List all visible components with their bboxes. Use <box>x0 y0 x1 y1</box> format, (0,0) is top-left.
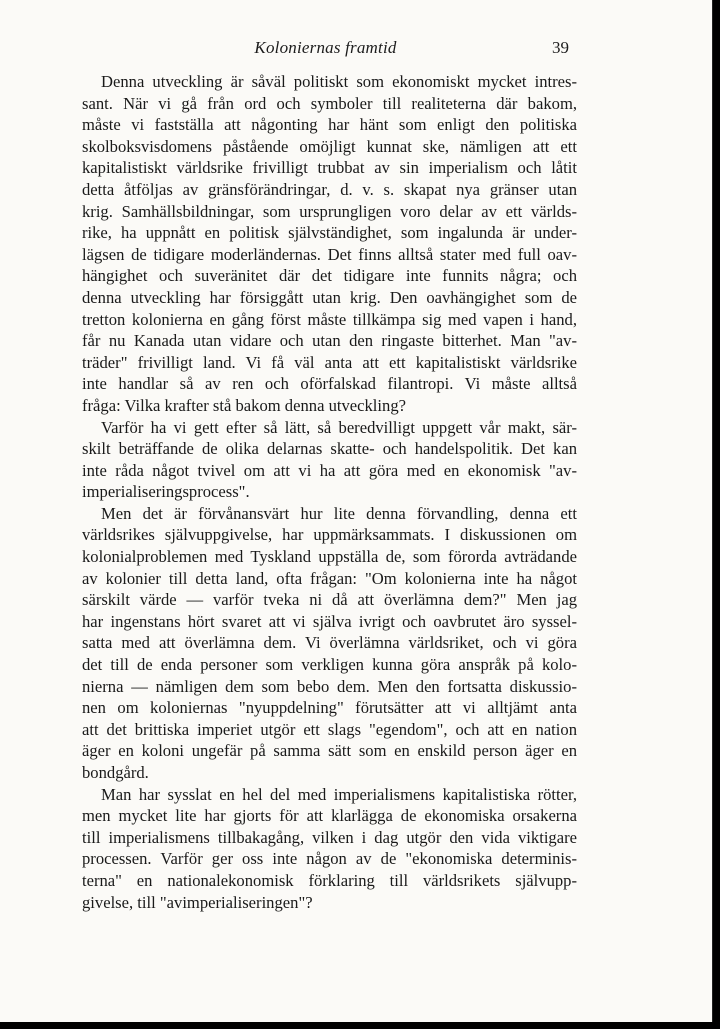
text-line: Man har sysslat en hel del med imperialismens kapitalistiska rötter, <box>101 784 577 804</box>
paragraph <box>82 417 577 503</box>
text-line: Men det är förvånansvärt hur lite denna förvandling, denna ett <box>101 503 577 523</box>
text-line: krig. Samhällsbildningar, som ursprungligen voro delar av ett världs- <box>82 201 577 221</box>
text-line: men mycket lite har gjorts för att klarlägga de ekonomiska orsakerna <box>82 806 577 826</box>
text-line: sant. När vi gå från ord och symboler till realiteterna där bakom, <box>82 93 577 113</box>
text-line: det till de enda personer som verkligen kunna göra anspråk på kolo- <box>82 655 577 675</box>
text-line: givelse, till "avimperialiseringen"? <box>82 892 313 912</box>
text-line: att det brittiska imperiet utgör ett slags "egendom", och att en nation <box>82 719 577 739</box>
text-line: lägsen de tidigare moderländernas. Det finns alltså stater med full oav- <box>82 244 577 264</box>
text-line: världsrikes självuppgivelse, har uppmärksammats. I diskussionen om <box>82 525 577 545</box>
text-line: terna" en nationalekonomisk förklaring till världsrikets självupp- <box>82 870 577 890</box>
text-line: fråga: Vilka krafter stå bakom denna utveckling? <box>82 395 406 415</box>
text-line: rike, ha uppnått en politisk självständighet, som ingalunda är under- <box>82 223 577 243</box>
text-line: kapitalistiskt världsrike frivilligt trubbat av sin imperialism och låtit <box>82 158 577 178</box>
text-line: har ingenstans hört svaret att vi själva ivrigt och oavbrutet äro syssel- <box>82 611 577 631</box>
text-line: nierna — nämligen dem som bebo dem. Men den fortsatta diskussio- <box>82 676 577 696</box>
text-line: nen om koloniernas "nyuppdelning" förutsätter att vi alltjämt anta <box>82 698 577 718</box>
text-line: får nu Kanada utan vidare och utan den ringaste bitterhet. Man "av- <box>82 331 577 351</box>
paragraph <box>82 503 577 784</box>
paragraph <box>82 71 577 417</box>
text-line: Varför ha vi gett efter så lätt, så beredvilligt uppgett vår makt, sär- <box>101 417 577 437</box>
text-line: av kolonier till detta land, ofta frågan: "Om kolonierna inte ha något <box>82 568 577 588</box>
text-line: denna utveckling har försiggått utan krig. Den oavhängighet som de <box>82 287 577 307</box>
text-line: äger en koloni ungefär på samma sätt som en enskild person äger en <box>82 741 577 761</box>
running-title: Koloniernas framtid <box>254 38 397 57</box>
text-line: tretton kolonierna en gång först måste tillkämpa sig med vapen i hand, <box>82 309 577 329</box>
text-line: detta åtföljas av gränsförändringar, d. v. s. skapat nya gränser utan <box>82 179 577 199</box>
text-line: processen. Varför ger oss inte någon av de "ekonomiska determinis- <box>82 849 577 869</box>
body-text <box>82 71 577 913</box>
text-line: kolonialproblemen med Tyskland uppställa de, som förorda avträdande <box>82 547 577 567</box>
text-line: inte råda något tvivel om att vi ha att göra med en ekonomisk "av- <box>82 460 577 480</box>
text-line: satta med att överlämna dem. Vi överlämna världsriket, och vi göra <box>82 633 577 653</box>
text-line: måste vi fastställa att någonting har hänt som enligt den politiska <box>82 115 577 135</box>
page-number: 39 <box>552 38 569 57</box>
text-line: till imperialismens tillbakagång, vilken i dag utgör den vida viktigare <box>82 827 577 847</box>
text-line: träder" frivilligt land. Vi få väl anta att ett kapitalistiskt världsrike <box>82 352 577 372</box>
text-line: Denna utveckling är såväl politiskt som ekonomiskt mycket intres- <box>101 72 577 91</box>
text-line: imperialiseringsprocess". <box>82 482 250 502</box>
running-header <box>82 38 569 62</box>
text-line: skilt beträffande de olika delarnas skatte- och handelspolitik. Det kan <box>82 439 577 459</box>
text-line: hängighet och suveränitet där det tidigare inte funnits några; och <box>82 266 577 286</box>
paragraph <box>82 784 577 914</box>
text-line: bondgård. <box>82 763 149 782</box>
text-line: inte handlar så av ren och oförfalskad filantropi. Vi måste alltså <box>82 374 577 394</box>
text-line: särskilt värde — varför tveka ni då att överlämna dem?" Men jag <box>82 590 577 610</box>
text-line: skolboksvisdomens påstående omöjligt kunnat ske, nämligen att ett <box>82 136 577 156</box>
